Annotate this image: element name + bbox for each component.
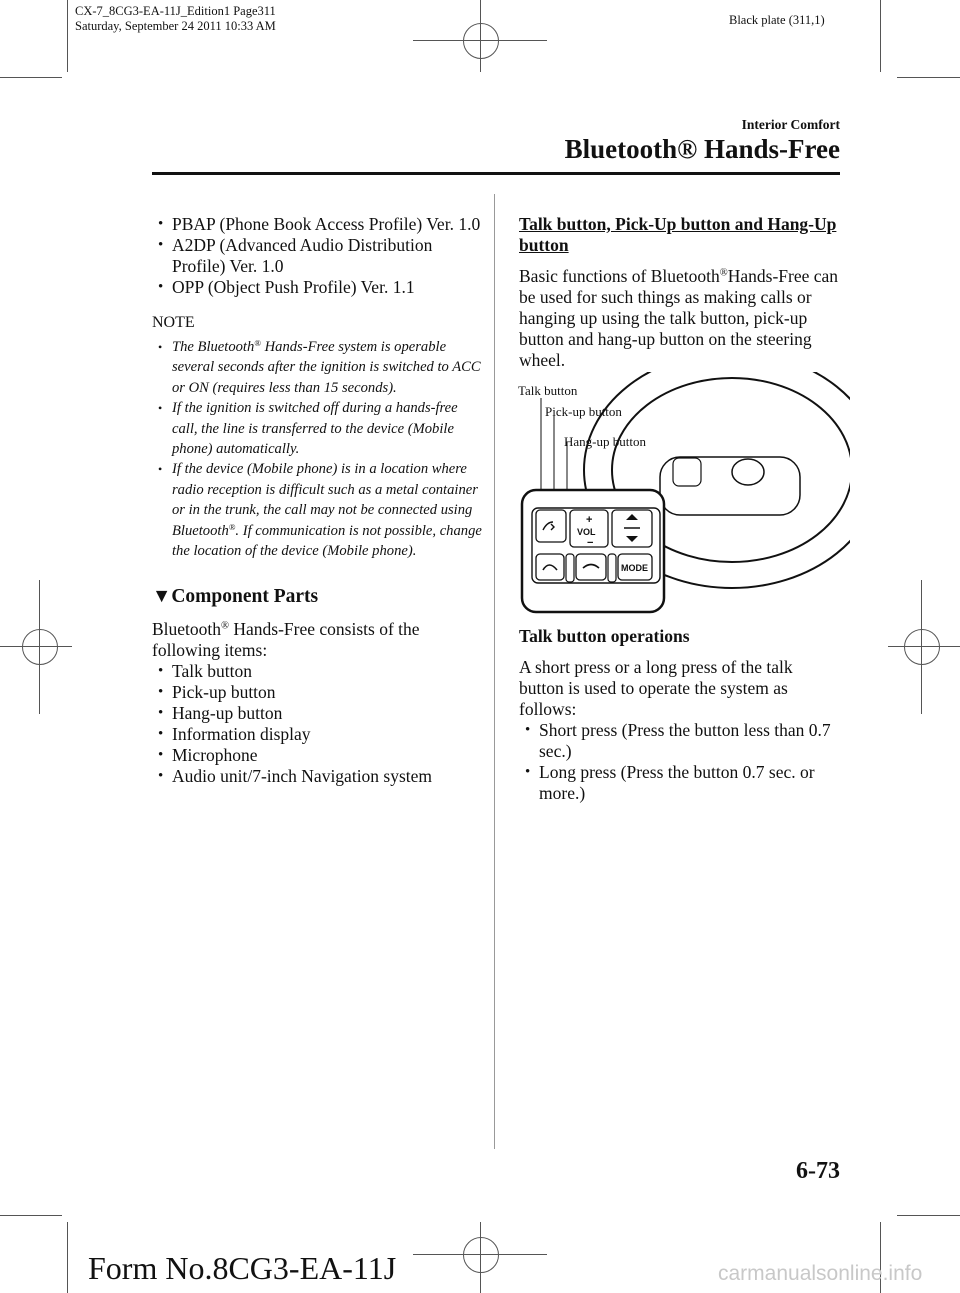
list-item: • Audio unit/7-inch Navigation system xyxy=(152,766,482,787)
steering-wheel-figure xyxy=(510,372,850,620)
buttons-text: Basic functions of Bluetooth®Hands-Free can be used for such things as making calls or hanging up using the talk button, pick-up button and hang-up button on the steering wheel. xyxy=(519,266,839,370)
header-rule xyxy=(152,172,840,175)
mode-label: MODE xyxy=(621,563,648,573)
talk-operations-text: A short press or a long press of the talk button is used to operate the system as follows: xyxy=(519,657,793,719)
registered-mark: ® xyxy=(719,267,728,279)
button-divider xyxy=(566,554,574,582)
volume-control xyxy=(570,510,608,549)
note-text: Hands-Free system is operable several seconds after the ignition is switched to ACC or ON (requires less than 15 seconds). xyxy=(172,339,481,396)
buttons-heading: Talk button, Pick-Up button and Hang-Up button xyxy=(519,214,837,255)
triangle-bullet-icon: ▼ xyxy=(152,586,172,608)
button-divider xyxy=(608,554,616,582)
black-plate-label: Black plate (311,1) xyxy=(729,13,825,27)
section-title: Bluetooth® Hands-Free xyxy=(564,134,840,164)
component-parts-heading: ▼Component Parts xyxy=(152,586,319,608)
seek-control xyxy=(612,510,652,547)
talk-operations-heading: Talk button operations xyxy=(519,626,690,646)
note-text: If the device (Mobile phone) is in a location where radio reception is difficult such as a metal container or in the trunk, the call may not be connected using Bluetooth xyxy=(172,461,478,539)
callout-hangup-button: Hang-up button xyxy=(564,434,646,449)
section-category: Interior Comfort xyxy=(741,117,840,132)
note-list xyxy=(152,337,482,561)
note-item xyxy=(152,459,482,561)
list-item: • OPP (Object Push Profile) Ver. 1.1 xyxy=(152,277,482,298)
hangup-button xyxy=(576,554,606,580)
component-intro: Bluetooth® Hands-Free consists of the following items: xyxy=(152,619,420,661)
print-job-file: CX-7_8CG3-EA-11J_Edition1 Page311 xyxy=(75,4,276,18)
list-item: • Short press (Press the button less than 0.7 sec.) xyxy=(519,720,841,762)
column-divider xyxy=(494,194,495,1149)
note-label: NOTE xyxy=(152,314,195,331)
registered-mark: ® xyxy=(221,621,230,633)
list-item: • Information display xyxy=(152,724,482,745)
note-text: . If communication is not possible, change the location of the device (Mobile phone). xyxy=(172,522,482,560)
note-text: The Bluetooth xyxy=(172,339,255,355)
list-item: • PBAP (Phone Book Access Profile) Ver. 1.0 xyxy=(152,214,482,235)
pickup-button xyxy=(536,554,564,580)
form-number: Form No.8CG3-EA-11J xyxy=(88,1250,397,1286)
callout-talk-button: Talk button xyxy=(518,383,578,398)
print-job-date: Saturday, September 24 2011 10:33 AM xyxy=(75,19,276,33)
callout-pickup-button: Pick-up button xyxy=(545,404,622,419)
right-column xyxy=(519,214,841,371)
list-item: • Long press (Press the button 0.7 sec. or more.) xyxy=(519,762,841,804)
page-number: 6-73 xyxy=(796,1158,840,1184)
right-column-lower xyxy=(519,626,841,804)
note-item xyxy=(152,337,482,398)
list-item: • Microphone xyxy=(152,745,482,766)
registered-mark: ® xyxy=(228,521,236,532)
list-item: • Hang-up button xyxy=(152,703,482,724)
vol-minus-label: − xyxy=(587,537,594,549)
talk-button xyxy=(536,510,566,542)
registered-mark: ® xyxy=(254,337,261,348)
print-job-info xyxy=(75,4,276,34)
list-item: • A2DP (Advanced Audio Distribution Profile) Ver. 1.0 xyxy=(152,235,482,277)
vol-label: VOL xyxy=(577,527,596,537)
mode-button xyxy=(618,554,652,580)
list-item: • Pick-up button xyxy=(152,682,482,703)
vol-plus-label: + xyxy=(586,514,593,526)
list-item: • Talk button xyxy=(152,661,482,682)
switch-panel-zoom xyxy=(522,490,664,612)
note-item: • If the ignition is switched off during a hands-free call, the line is transferred to the device (Mobile phone) automatically. xyxy=(152,398,482,459)
watermark: carmanualsonline.info xyxy=(718,1262,923,1285)
left-column xyxy=(152,214,482,787)
